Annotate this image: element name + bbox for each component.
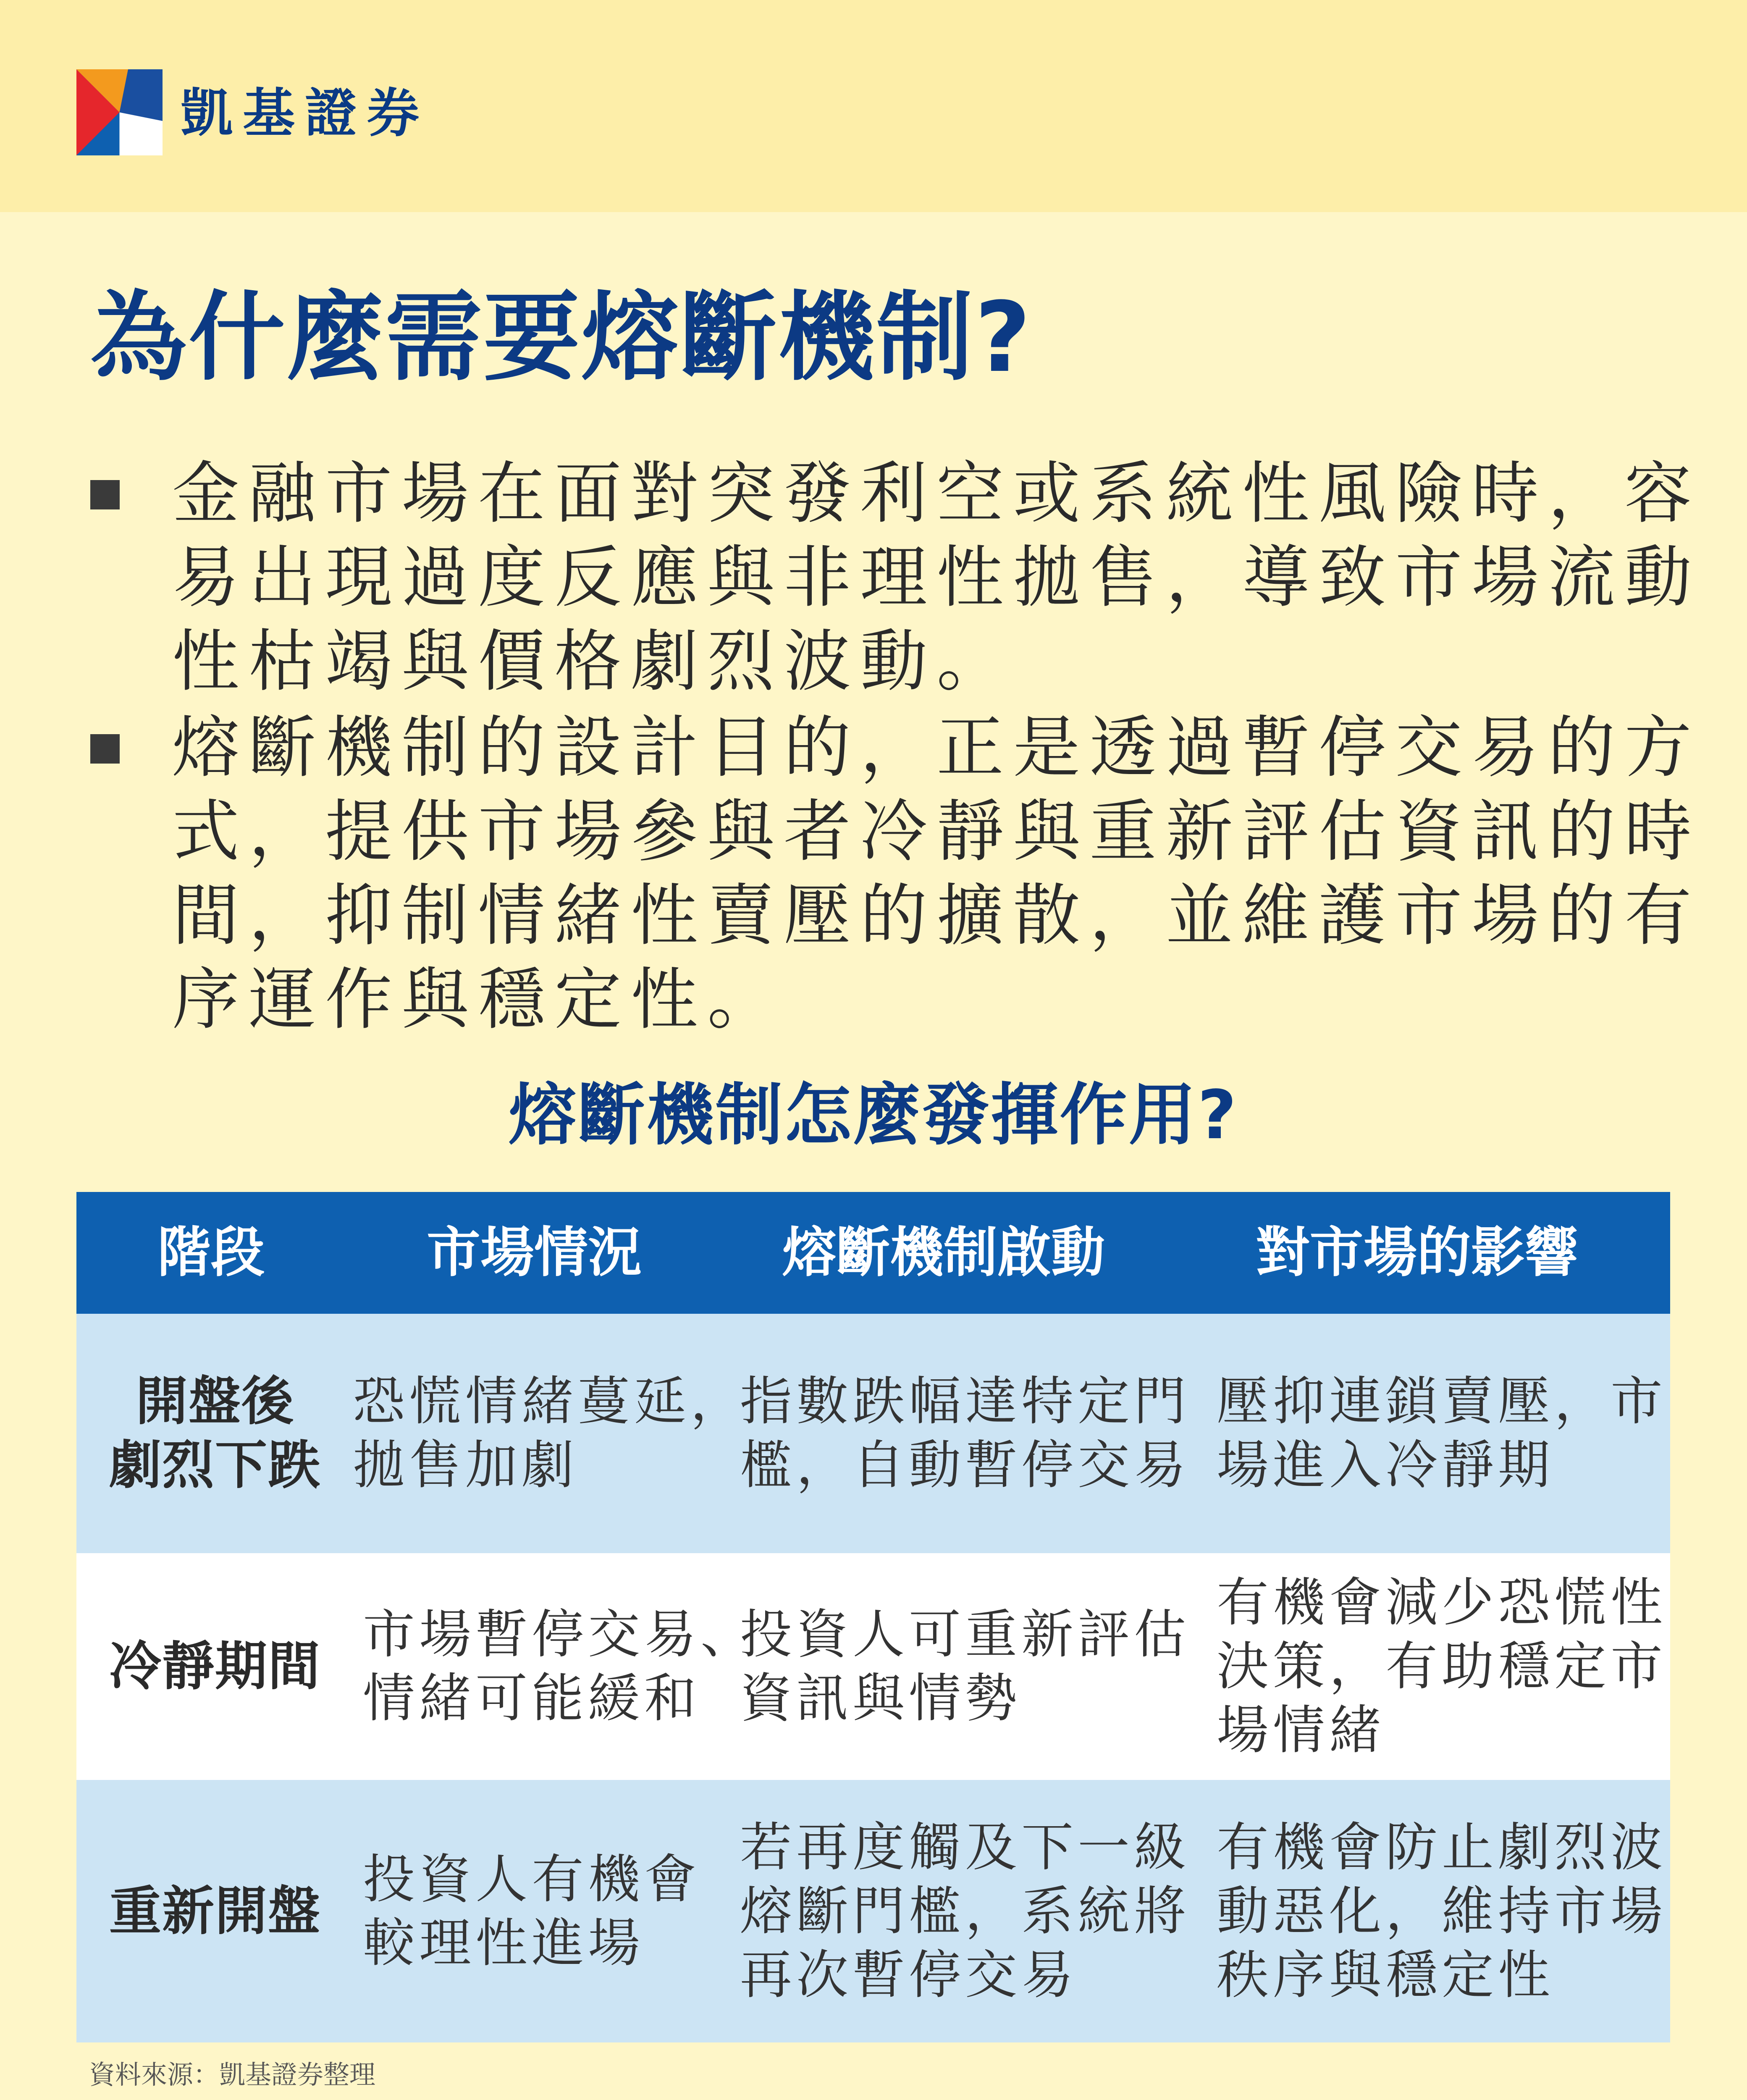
bullet-line: 熔斷機制的設計目的，正是透過暫停交易的方: [172, 708, 1701, 787]
cell-line: 開盤後: [135, 1371, 294, 1432]
brand-name: 凱基證券: [181, 83, 430, 144]
bullet-line: 性枯竭與價格劇烈波動。: [172, 622, 1013, 701]
source-note: 資料來源：凱基證券整理: [89, 2059, 376, 2090]
impact-cell: [1217, 1314, 1670, 1553]
impact-cell: [1217, 1780, 1670, 2042]
cell-line: 拋售加劇: [353, 1435, 578, 1496]
stage-cell: [76, 1780, 354, 2042]
mechanism-cell: [740, 1314, 1191, 1553]
cell-line: 劇烈下跌: [109, 1435, 321, 1496]
bullet-line: 易出現過度反應與非理性拋售，導致市場流動: [172, 538, 1701, 617]
bullet-text-1: [172, 452, 1747, 704]
mechanism-cell: [740, 1780, 1191, 2042]
cell-line: 若再度觸及下一級: [740, 1817, 1191, 1878]
stage-cell: [76, 1553, 354, 1780]
impact-cell: [1217, 1553, 1670, 1780]
page-title: 為什麼需要熔斷機制?: [90, 282, 1033, 394]
stage-cell: [76, 1314, 354, 1553]
cell-line: 投資人有機會: [363, 1849, 701, 1910]
cell-line: 較理性進場: [363, 1913, 645, 1974]
cell-line: 情緒可能緩和: [363, 1668, 701, 1729]
cell-line: 動惡化，維持市場: [1217, 1881, 1667, 1942]
bullet-text-2: [172, 706, 1747, 1042]
column-header-market: 市場情況: [426, 1221, 642, 1284]
cell-line: 壓抑連鎖賣壓，市: [1217, 1371, 1667, 1432]
cell-line: 重新開盤: [109, 1881, 321, 1942]
cell-line: 秩序與穩定性: [1217, 1945, 1555, 2006]
table-row: [76, 1314, 1670, 1553]
column-header-mechanism: 熔斷機制啟動: [782, 1221, 1105, 1284]
square-bullet-icon: [90, 480, 120, 509]
cell-line: 冷靜期間: [109, 1636, 321, 1697]
cell-line: 場情緒: [1217, 1700, 1386, 1761]
market-cell: [353, 1314, 747, 1553]
circuit-breaker-table: [76, 1192, 1670, 2042]
cell-line: 決策，有助穩定市: [1217, 1636, 1667, 1697]
market-cell: [363, 1780, 741, 2042]
column-header-stage: 階段: [157, 1221, 265, 1284]
cell-line: 資訊與情勢: [740, 1668, 1022, 1729]
cell-line: 投資人可重新評估: [740, 1604, 1191, 1665]
cell-line: 指數跌幅達特定門: [740, 1371, 1191, 1432]
cell-line: 恐慌情緒蔓延，: [353, 1371, 747, 1432]
cell-line: 熔斷門檻，系統將: [740, 1881, 1191, 1942]
cell-line: 有機會減少恐慌性: [1217, 1572, 1667, 1633]
cell-line: 場進入冷靜期: [1217, 1435, 1555, 1496]
kgi-logo-icon: [76, 69, 163, 155]
square-bullet-icon: [90, 734, 120, 764]
bullet-line: 序運作與穩定性。: [172, 960, 784, 1039]
bullet-line: 式，提供市場參與者冷靜與重新評估資訊的時: [172, 792, 1701, 871]
mechanism-cell: [740, 1553, 1191, 1780]
table-row: [76, 1780, 1670, 2042]
cell-line: 再次暫停交易: [740, 1945, 1078, 2006]
bullet-line: 金融市場在面對突發利空或系統性風險時，容: [172, 454, 1701, 533]
column-header-impact: 對市場的影響: [1256, 1221, 1579, 1284]
bullet-line: 間，抑制情緒性賣壓的擴散，並維護市場的有: [172, 876, 1701, 955]
table-header-row: [76, 1192, 1670, 1314]
header-bar: [0, 0, 1747, 212]
cell-line: 市場暫停交易、: [363, 1604, 757, 1665]
table-row: [76, 1553, 1670, 1780]
market-cell: [363, 1553, 757, 1780]
cell-line: 檻，自動暫停交易: [740, 1435, 1191, 1496]
cell-line: 有機會防止劇烈波: [1217, 1817, 1667, 1878]
table-section-title: 熔斷機制怎麼發揮作用?: [509, 1076, 1238, 1154]
